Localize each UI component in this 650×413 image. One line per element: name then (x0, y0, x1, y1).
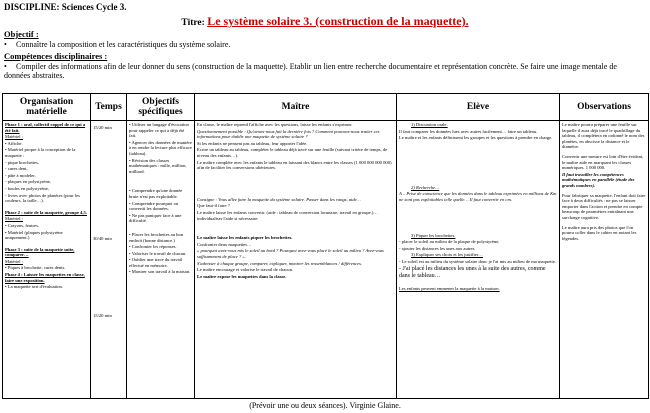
objectif-item: • Connaître la composition et les caractéristiques du système solaire. (4, 40, 231, 49)
objectif-heading: Objectif : (4, 29, 39, 39)
header-observations: Observations (560, 94, 649, 121)
lesson-table (2, 93, 649, 399)
cell-observations: Le maître pourra préparer une feuille sur laquelle il aura déjà tracé le quadrillage du tableau, il complétera en ordonné le nom des planètes, en abscisse la distance et le diamètre. Convertir une mesure est loin d'être évident, le maître aide en marquant les classes numériques. 1 000 000. Il faut travailler les compétences mathématiques en parallèle (étude des grands nombres). Pour fabriquer sa maquette, l'enfant doit faire face à deux difficultés : ne pas se laisser emporter dans l'action et prendre en compte beaucoup de paramètres entraînant une surcharge cognitive. Le maître aura pris des photos que l'on pourra coller dans le cahier en notant les légendes. (560, 121, 649, 399)
competences-heading: Compétences disciplinaires : (4, 51, 108, 61)
competences-item: • Compiler des informations afin de leur donner du sens (construction de la maquette). Etablir un lien entre recherche documentaire et représentation concrète. Se faire une image mentale de données abstraites. (4, 62, 617, 80)
header-maitre: Maître (195, 94, 397, 121)
table-header-row (3, 94, 649, 121)
title-prefix: Titre: (181, 18, 208, 28)
header-objectifs: Objectifs spécifiques (127, 94, 195, 121)
footer-note: (Prévoir une ou deux séances). Virginie Glaine. (249, 401, 401, 410)
table-row (3, 121, 649, 399)
title-main: Le système solaire 3. (construction de la maquette). (207, 14, 469, 28)
header-eleve: Elève (397, 94, 560, 121)
cell-organisation: Phase 1 : oral, collectif rappel de ce qui a été fait. Matériel : • Affiche. • Matériel propre à la conception de la maquette : - pique brochettes, - cures dent, - pâte à modeler, - plaques en polystyrène, - boules en polystyrène, - livres avec photos de planètes (pour les couleurs, la taille…). Phase 2 : suite de la maquette, groupe 4,5. Matériel : • Crayons, feutres. • Matériel (plaques polystyrène uniquement.) Phase 3 : suite de la maquette suite, comparer… Matériel : • Piques à brochette, cures dents. Phase 4 : Laisser les maquettes en classe, faire une exposition. • La maquette sert d'évaluation. (3, 121, 91, 399)
cell-temps: 15/20 min 30/40 min 15/20 min (91, 121, 127, 399)
cell-eleve: 1) Discussion orale. Il faut comparer les données lues avec autres facilement… faire un tableau. Le maître et les enfants définissent les groupes et les questions à prendre en charge. 2) Recherche… A – Prise de conscience que les données dans le tableau exprimées en millions de Km ne sont pas exploitables telle quelle… Il faut convertir en cm. 3) Piquer les brochettes. - placer le soleil au milieu de la plaque de polystyrène, - ajouter les distances les unes aux autres. 3) Expliquer ses choix et les justifier… - Le soleil est au milieu du système solaire donc je l'ai mis au milieu de ma maquette. - J'ai placé les distances les unes à la suite des autres, comme dans le tableau… Les enfants peuvent emmener la maquette à la maison. (397, 121, 560, 399)
header-organisation: Organisation matérielle (3, 94, 91, 121)
cell-maitre: En classe, le maître reprend l'affiche avec les questions, laisse les enfants s'exprimer. Questionnement possible : Qu'avons-nous fait la dernière fois ? Comment pouvons-nous traiter ces informations pour établir une maquette de système solaire ? Si les enfants ne pensent pas au tableau, leur apporter l'idée. Ecrire un tableau au tableau, compléter le tableau déjà tracé sur une feuille (suivant critère de temps, de niveau des enfants…). Le maître complète avec les enfants le tableau en laissant des blancs entre les classes (1 000 000 000 000) afin de faciliter les conversions ultérieures. Consigne : Vous allez faire la maquette du système solaire. Passer dans les rangs, aide… Que faut-il faire ? Le maître laisse les enfants convertir. (aide : tableau de conversion lacunaire, travail en groupe,)… individualiser l'aide si nécessaire. Le maître laisse les enfants piquer les brochettes. Confronter deux maquettes… « pourquoi avez-vous mis le soleil au bord ? Pourquoi avez-vous placé le soleil au milieu ? Avez-vous suffisamment de place ? ». S'adresser à chaque groupe, comparer, expliquer, montrer les ressemblances / différences. Le maître encourage et valorise le travail de chacun. Le maître expose les maquettes dans la classe. (195, 121, 397, 399)
cell-objectifs: • Utiliser un langage d'évocation pour rappeler ce qui a déjà été fait. • Agencer des données de manière à en rendre la lecture plus efficace (tableau). • Révision des classes mathématiques : mille, million, milliard. • Comprendre qu'une donnée brute n'est pas exploitable. • Comprendre pourquoi on convertit les données. • Ne pas paniquer face à une difficulté. • Placer les brochettes au bon endroit (bonne distance.) • Confronter les réponses. • Valoriser le travail de chacun. • Oublier une trace du travail effectué en mémoire. • Montrer son travail à la maison. (127, 121, 195, 399)
page-title (0, 14, 650, 29)
header-temps: Temps (91, 94, 127, 121)
discipline-line: DISCIPLINE: Sciences Cycle 3. (4, 2, 127, 12)
